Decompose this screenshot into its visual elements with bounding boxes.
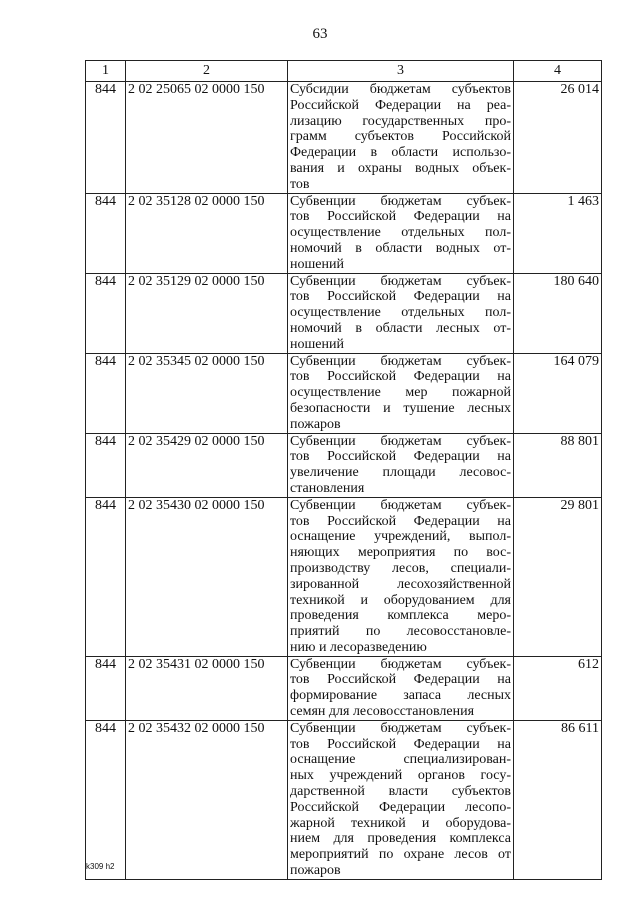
admin-code-cell: 844 <box>86 433 126 497</box>
revenue-name-line: формирование запаса лесных <box>290 688 511 704</box>
column-header: 1 <box>86 61 126 82</box>
revenue-name-line: номочий в области лесных от- <box>290 320 511 336</box>
revenue-name-line: тов Российской Федерации на <box>290 289 511 305</box>
revenue-name-line: Субсидии бюджетам субъектов <box>290 82 511 97</box>
revenue-name-line: увеличение площади лесовос- <box>290 465 511 481</box>
revenue-code-cell: 2 02 35431 02 0000 150 <box>126 656 288 720</box>
admin-code-cell: 844 <box>86 353 126 433</box>
revenue-name-line: нием для проведения комплекса <box>290 831 511 847</box>
table-row <box>86 82 602 194</box>
table-row <box>86 656 602 720</box>
table-row <box>86 720 602 879</box>
column-header: 3 <box>288 61 514 82</box>
amount-cell: 180 640 <box>514 273 602 353</box>
revenue-name-line: семян для лесовосстановления <box>290 704 475 720</box>
admin-code-cell: 844 <box>86 656 126 720</box>
revenue-name-line: безопасности и тушение лесных <box>290 400 511 416</box>
amount-cell: 1 463 <box>514 193 602 273</box>
budget-table <box>85 60 602 880</box>
revenue-name-line: вания и охраны водных объек- <box>290 160 511 176</box>
revenue-name-line: зированной лесохозяйственной <box>290 576 511 592</box>
revenue-name-line: няющих мероприятия по вос- <box>290 545 511 561</box>
revenue-name-cell <box>288 720 514 879</box>
revenue-code-cell: 2 02 25065 02 0000 150 <box>126 82 288 194</box>
revenue-name-cell <box>288 656 514 720</box>
revenue-name-line: приятий по лесовосстановле- <box>290 624 511 640</box>
revenue-name-line: Субвенции бюджетам субъек- <box>290 656 511 672</box>
table-row <box>86 433 602 497</box>
admin-code-cell: 844 <box>86 273 126 353</box>
revenue-name-line: Субвенции бюджетам субъек- <box>290 433 511 449</box>
revenue-name-line: тов Российской Федерации на <box>290 672 511 688</box>
revenue-name-line: нию и лесоразведению <box>290 639 427 655</box>
amount-cell: 26 014 <box>514 82 602 194</box>
amount-cell: 29 801 <box>514 497 602 656</box>
table-body <box>86 82 602 880</box>
revenue-name-cell <box>288 82 514 194</box>
revenue-name-line: грамм субъектов Российской <box>290 129 511 145</box>
footer-mark: k309 h2 <box>86 862 115 871</box>
revenue-name-line: Субвенции бюджетам субъек- <box>290 720 511 736</box>
page-number: 63 <box>312 26 328 42</box>
revenue-code-cell: 2 02 35430 02 0000 150 <box>126 497 288 656</box>
revenue-name-cell <box>288 353 514 433</box>
revenue-name-line: проведения комплекса меро- <box>290 608 511 624</box>
amount-cell: 88 801 <box>514 433 602 497</box>
revenue-name-line: становления <box>290 480 365 496</box>
revenue-name-line: оснащение учреждений, выпол- <box>290 529 511 545</box>
revenue-name-cell <box>288 193 514 273</box>
revenue-name-line: Субвенции бюджетам субъек- <box>290 193 511 209</box>
revenue-name-line: производству лесов, специали- <box>290 560 511 576</box>
revenue-name-line: осуществление отдельных пол- <box>290 305 511 321</box>
revenue-name-line: Федерации в области использо- <box>290 145 511 161</box>
revenue-name-line: тов Российской Федерации на <box>290 209 511 225</box>
revenue-name-line: оснащение специализирован- <box>290 752 511 768</box>
column-header: 4 <box>514 61 602 82</box>
revenue-code-cell: 2 02 35345 02 0000 150 <box>126 353 288 433</box>
revenue-name-line: Субвенции бюджетам субъек- <box>290 353 511 369</box>
revenue-name-line: Субвенции бюджетам субъек- <box>290 273 511 289</box>
revenue-name-line: дарственной власти субъектов <box>290 784 511 800</box>
revenue-name-line: тов Российской Федерации на <box>290 369 511 385</box>
revenue-name-line: номочий в области водных от- <box>290 240 511 256</box>
admin-code-cell: 844 <box>86 720 126 879</box>
admin-code-cell: 844 <box>86 82 126 194</box>
table-row <box>86 193 602 273</box>
amount-cell: 612 <box>514 656 602 720</box>
revenue-name-line: ношений <box>290 336 344 352</box>
revenue-code-cell: 2 02 35432 02 0000 150 <box>126 720 288 879</box>
revenue-code-cell: 2 02 35429 02 0000 150 <box>126 433 288 497</box>
revenue-name-line: тов Российской Федерации на <box>290 513 511 529</box>
revenue-name-line: осуществление мер пожарной <box>290 385 511 401</box>
admin-code-cell: 844 <box>86 193 126 273</box>
revenue-name-line: Российской Федерации лесопо- <box>290 799 511 815</box>
revenue-name-line: тов Российской Федерации на <box>290 736 511 752</box>
revenue-name-cell <box>288 497 514 656</box>
revenue-name-line: мероприятий по охране лесов от <box>290 847 511 863</box>
revenue-name-line: лизацию государственных про- <box>290 113 511 129</box>
amount-cell: 164 079 <box>514 353 602 433</box>
revenue-name-line: тов <box>290 176 310 192</box>
revenue-name-cell <box>288 433 514 497</box>
table-row <box>86 353 602 433</box>
revenue-name-line: жарной техникой и оборудова- <box>290 815 511 831</box>
revenue-name-line: осуществление отдельных пол- <box>290 225 511 241</box>
revenue-name-line: ношений <box>290 256 344 272</box>
table-row <box>86 497 602 656</box>
revenue-name-cell <box>288 273 514 353</box>
admin-code-cell: 844 <box>86 497 126 656</box>
revenue-name-line: техникой и оборудованием для <box>290 592 511 608</box>
revenue-name-line: Субвенции бюджетам субъек- <box>290 497 511 513</box>
revenue-name-line: Российской Федерации на реа- <box>290 97 511 113</box>
table-header-row <box>86 61 602 82</box>
amount-cell: 86 611 <box>514 720 602 879</box>
revenue-name-line: ных учреждений органов госу- <box>290 768 511 784</box>
revenue-name-line: пожаров <box>290 863 341 879</box>
revenue-name-line: пожаров <box>290 416 341 432</box>
column-header: 2 <box>126 61 288 82</box>
revenue-code-cell: 2 02 35129 02 0000 150 <box>126 273 288 353</box>
revenue-code-cell: 2 02 35128 02 0000 150 <box>126 193 288 273</box>
table-row <box>86 273 602 353</box>
revenue-name-line: тов Российской Федерации на <box>290 449 511 465</box>
